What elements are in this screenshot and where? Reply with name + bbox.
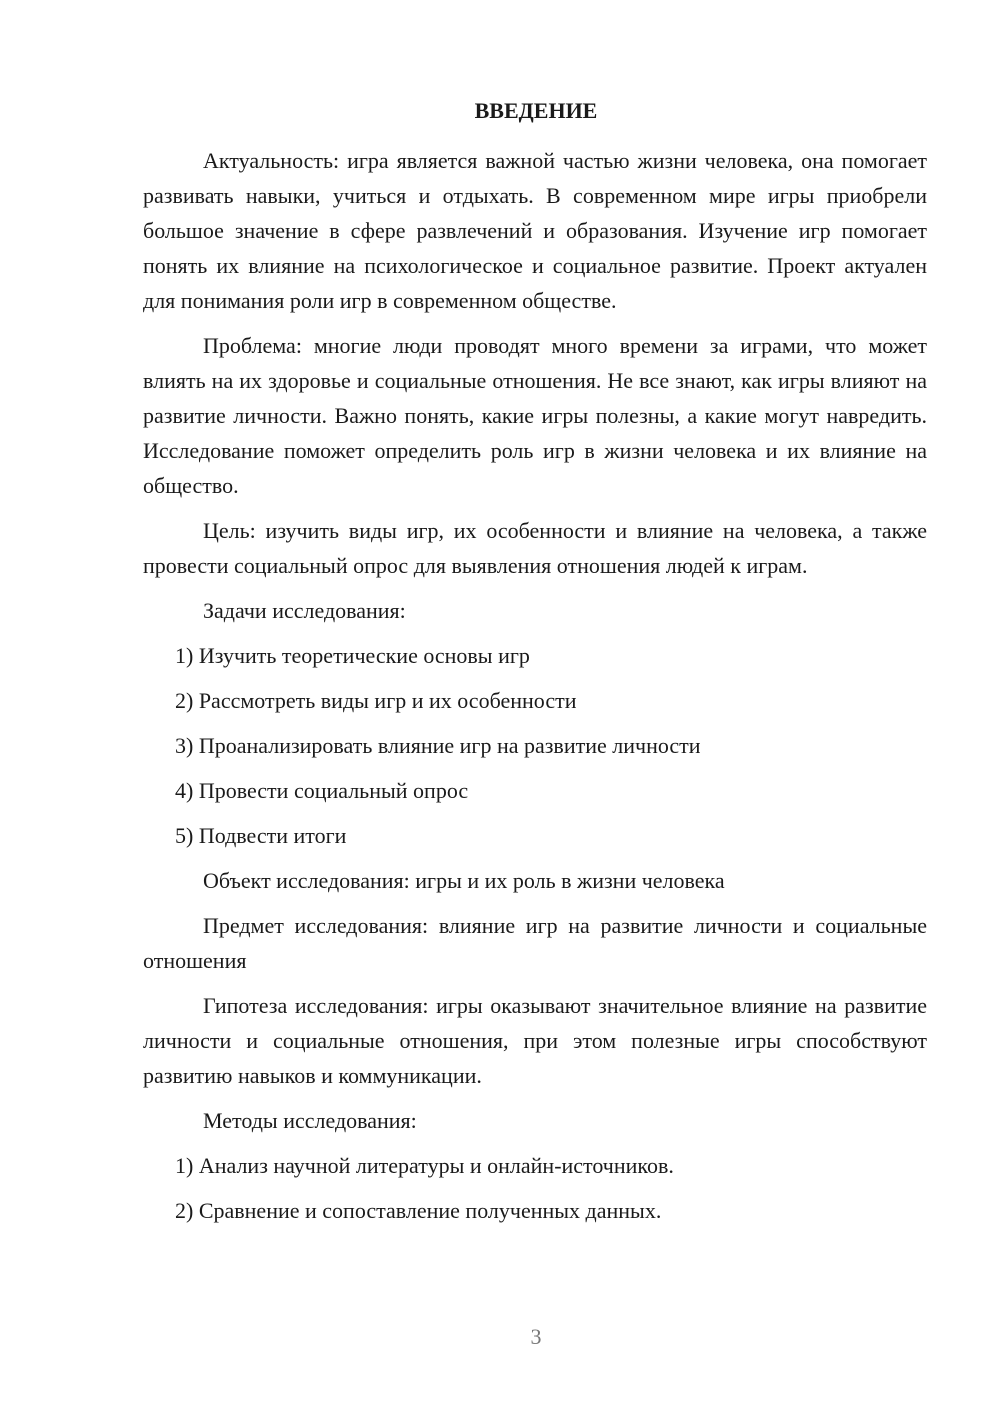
task-item-4: 4) Провести социальный опрос — [175, 778, 469, 803]
relevance-paragraph: Актуальность: игра является важной частью жизни человека, она помогает развивать навыки, учиться и отдыхать. В современном мире игры приобрели большое значение в сфере развлечений и образования. Изучение игр помогает понять их влияние на психологическое и социальное развитие. Проект актуален для понимания роли игр в современном обществе. — [143, 148, 927, 313]
method-item-1: 1) Анализ научной литературы и онлайн-источников. — [175, 1153, 674, 1178]
task-item-1: 1) Изучить теоретические основы игр — [175, 643, 530, 668]
tasks-list — [143, 638, 927, 853]
body-text — [143, 143, 927, 1238]
methods-heading: Методы исследования: — [203, 1108, 417, 1133]
goal-paragraph: Цель: изучить виды игр, их особенности и влияние на человека, а также провести социальный опрос для выявления отношения людей к играм. — [143, 518, 927, 578]
methods-list — [143, 1148, 927, 1228]
page-number: 3 — [530, 1324, 542, 1349]
task-item-5: 5) Подвести итоги — [175, 823, 347, 848]
tasks-heading: Задачи исследования: — [203, 598, 406, 623]
hypothesis-paragraph: Гипотеза исследования: игры оказывают значительное влияние на развитие личности и социальные отношения, при этом полезные игры способствуют развитию навыков и коммуникации. — [143, 993, 927, 1088]
subject-paragraph: Предмет исследования: влияние игр на развитие личности и социальные отношения — [143, 913, 927, 973]
problem-paragraph: Проблема: многие люди проводят много времени за играми, что может влиять на их здоровье и социальные отношения. Не все знают, как игры влияют на развитие личности. Важно понять, какие игры полезны, а какие могут навредить. Исследование поможет определить роль игр в жизни человека и их влияние на общество. — [143, 333, 927, 498]
method-item-2: 2) Сравнение и сопоставление полученных данных. — [175, 1198, 662, 1223]
object-paragraph: Объект исследования: игры и их роль в жизни человека — [203, 868, 725, 893]
task-item-3: 3) Проанализировать влияние игр на развитие личности — [175, 733, 701, 758]
task-item-2: 2) Рассмотреть виды игр и их особенности — [175, 688, 577, 713]
page-title: ВВЕДЕНИЕ — [474, 98, 598, 123]
